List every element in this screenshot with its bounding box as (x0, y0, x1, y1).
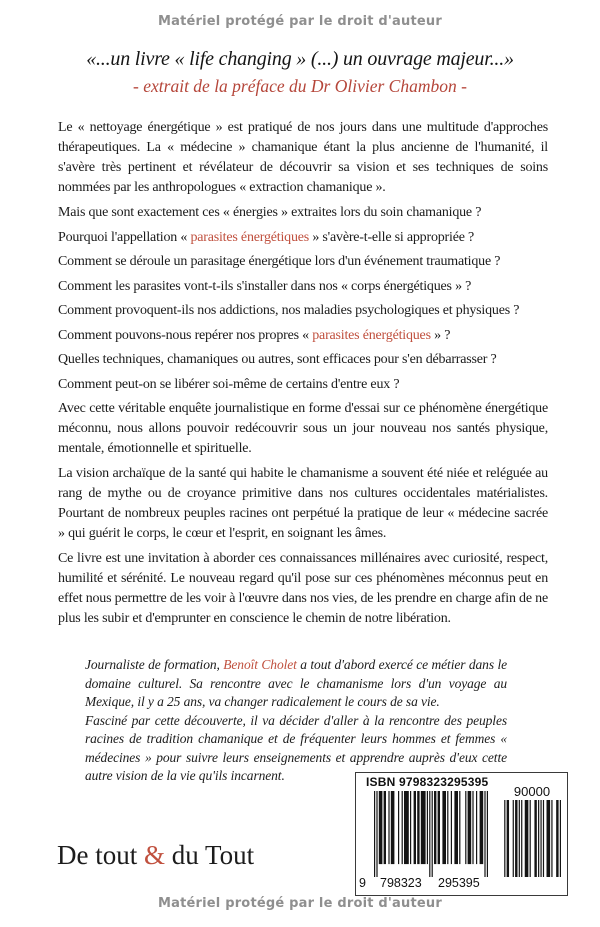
barcode-digit-lead: 9 (359, 876, 366, 890)
question-line-6 (58, 326, 548, 346)
synopsis-text (58, 118, 548, 634)
paragraph-invitation: Ce livre est une invitation à aborder ces connaissances millénaires avec curiosité, respect, humilité et sérénité. Le nouveau regard qu'il pose sur ces phénomènes méconnus peut en effet nous permettre de les voir à l'œuvre dans nos vies, de les prendre en charge afin de ne plus les subir et d'emprunter en conscience le chemin de notre libération. (58, 551, 548, 626)
publisher-logo (57, 840, 254, 871)
bio-text: Journaliste de formation, (85, 657, 224, 672)
question-line-2 (58, 228, 548, 248)
question-text: Comment peut-on se libérer soi-même de certains d'entre eux ? (58, 376, 400, 392)
publisher-text: du Tout (165, 840, 255, 870)
intro-paragraph: Le « nettoyage énergétique » est pratiqué de nos jours dans une multitude d'approches thérapeutiques. La « médecine » chamanique étant la plus ancienne de l'humanité, il s'avère très pertinent et révélateur de découvrir sa vision et ses techniques de soins nommées par les anthropologues « extraction chamanique ». (58, 120, 548, 195)
question-highlight: parasites énergétiques (312, 327, 431, 343)
question-text: Comment pouvons-nous repérer nos propres « (58, 327, 313, 343)
question-line-1 (58, 203, 548, 223)
publisher-ampersand: & (144, 840, 166, 870)
isbn-label: ISBN 9798323295395 (366, 775, 489, 789)
question-text: Mais que sont exactement ces « énergies » extraites lors du soin chamanique ? (58, 205, 482, 220)
question-text: » ? (430, 327, 451, 343)
question-line-5 (58, 301, 548, 321)
ean13-barcode (374, 791, 488, 877)
question-text: Quelles techniques, chamaniques ou autres, sont efficaces pour s'en débarrasser ? (58, 352, 497, 367)
question-text: » s'avère-t-elle si appropriée ? (309, 229, 475, 245)
preface-attribution: - extrait de la préface du Dr Olivier Chambon - (133, 76, 467, 96)
question-text: Comment les parasites vont-t-ils s'installer dans nos « corps énergétiques » ? (58, 278, 472, 294)
copyright-watermark-top: Matériel protégé par le droit d'auteur (157, 14, 442, 29)
question-line-8 (58, 375, 548, 395)
barcode-panel (355, 772, 568, 896)
barcode-supplement-label: 90000 (513, 784, 551, 799)
copyright-watermark-bottom: Matériel protégé par le droit d'auteur (157, 896, 442, 911)
paragraph-inquiry: Avec cette véritable enquête journalistique en forme d'essai sur ce phénomène énergétique méconnu, nous allons pouvoir redécouvrir sous un jour nouveau nos santés physique, mentale, émotionnelle et spirituelle. (58, 401, 548, 456)
endorsement-quote: «...un livre « life changing » (...) un ouvrage majeur...» (86, 48, 514, 70)
question-text: Comment provoquent-ils nos addictions, nos maladies psychologiques et physiques ? (58, 303, 520, 318)
barcode-digit-group1: 798323 (380, 876, 422, 890)
author-bio (85, 656, 507, 786)
paragraph-vision: La vision archaïque de la santé qui habite le chamanisme a souvent été niée et reléguée au rang de mythe ou de croyance primitive dans nos cultures occidentales matérialistes. Pourtant de nombreux peuples racines ont perpétué la pratique de leur « médecine sacrée » qui guérit le corps, le cœur et l'esprit, en soignant les âmes. (58, 466, 548, 541)
question-line-7 (58, 350, 548, 370)
question-text: Pourquoi l'appellation « (58, 229, 191, 245)
ean5-supplement-barcode (503, 800, 561, 877)
barcode-digit-group2: 295395 (438, 876, 480, 890)
bio-text: a tout d'abord exercé ce métier dans le domaine culturel. Sa rencontre avec le chamanisme lors d'un voyage au Mexique, il y a 25 ans, va changer radicalement le cours de sa vie. (85, 657, 507, 709)
question-line-3 (58, 252, 548, 272)
question-text: Comment se déroule un parasitage énergétique lors d'un événement traumatique ? (58, 254, 501, 269)
author-name: Benoît Cholet (223, 657, 297, 672)
bio-paragraph-1 (85, 656, 507, 712)
question-highlight: parasites énergétiques (190, 229, 310, 245)
question-line-4 (58, 277, 548, 297)
publisher-text: De tout (57, 840, 144, 870)
bio-paragraph-2: Fasciné par cette découverte, il va décider d'aller à la rencontre des peuples racines de tradition chamanique et de fréquenter leurs hommes et femmes « médecines » pour suivre leurs enseignements et apprendre auprès d'eux cette autre vision de la vie qu'ils incarnent. (85, 712, 507, 783)
